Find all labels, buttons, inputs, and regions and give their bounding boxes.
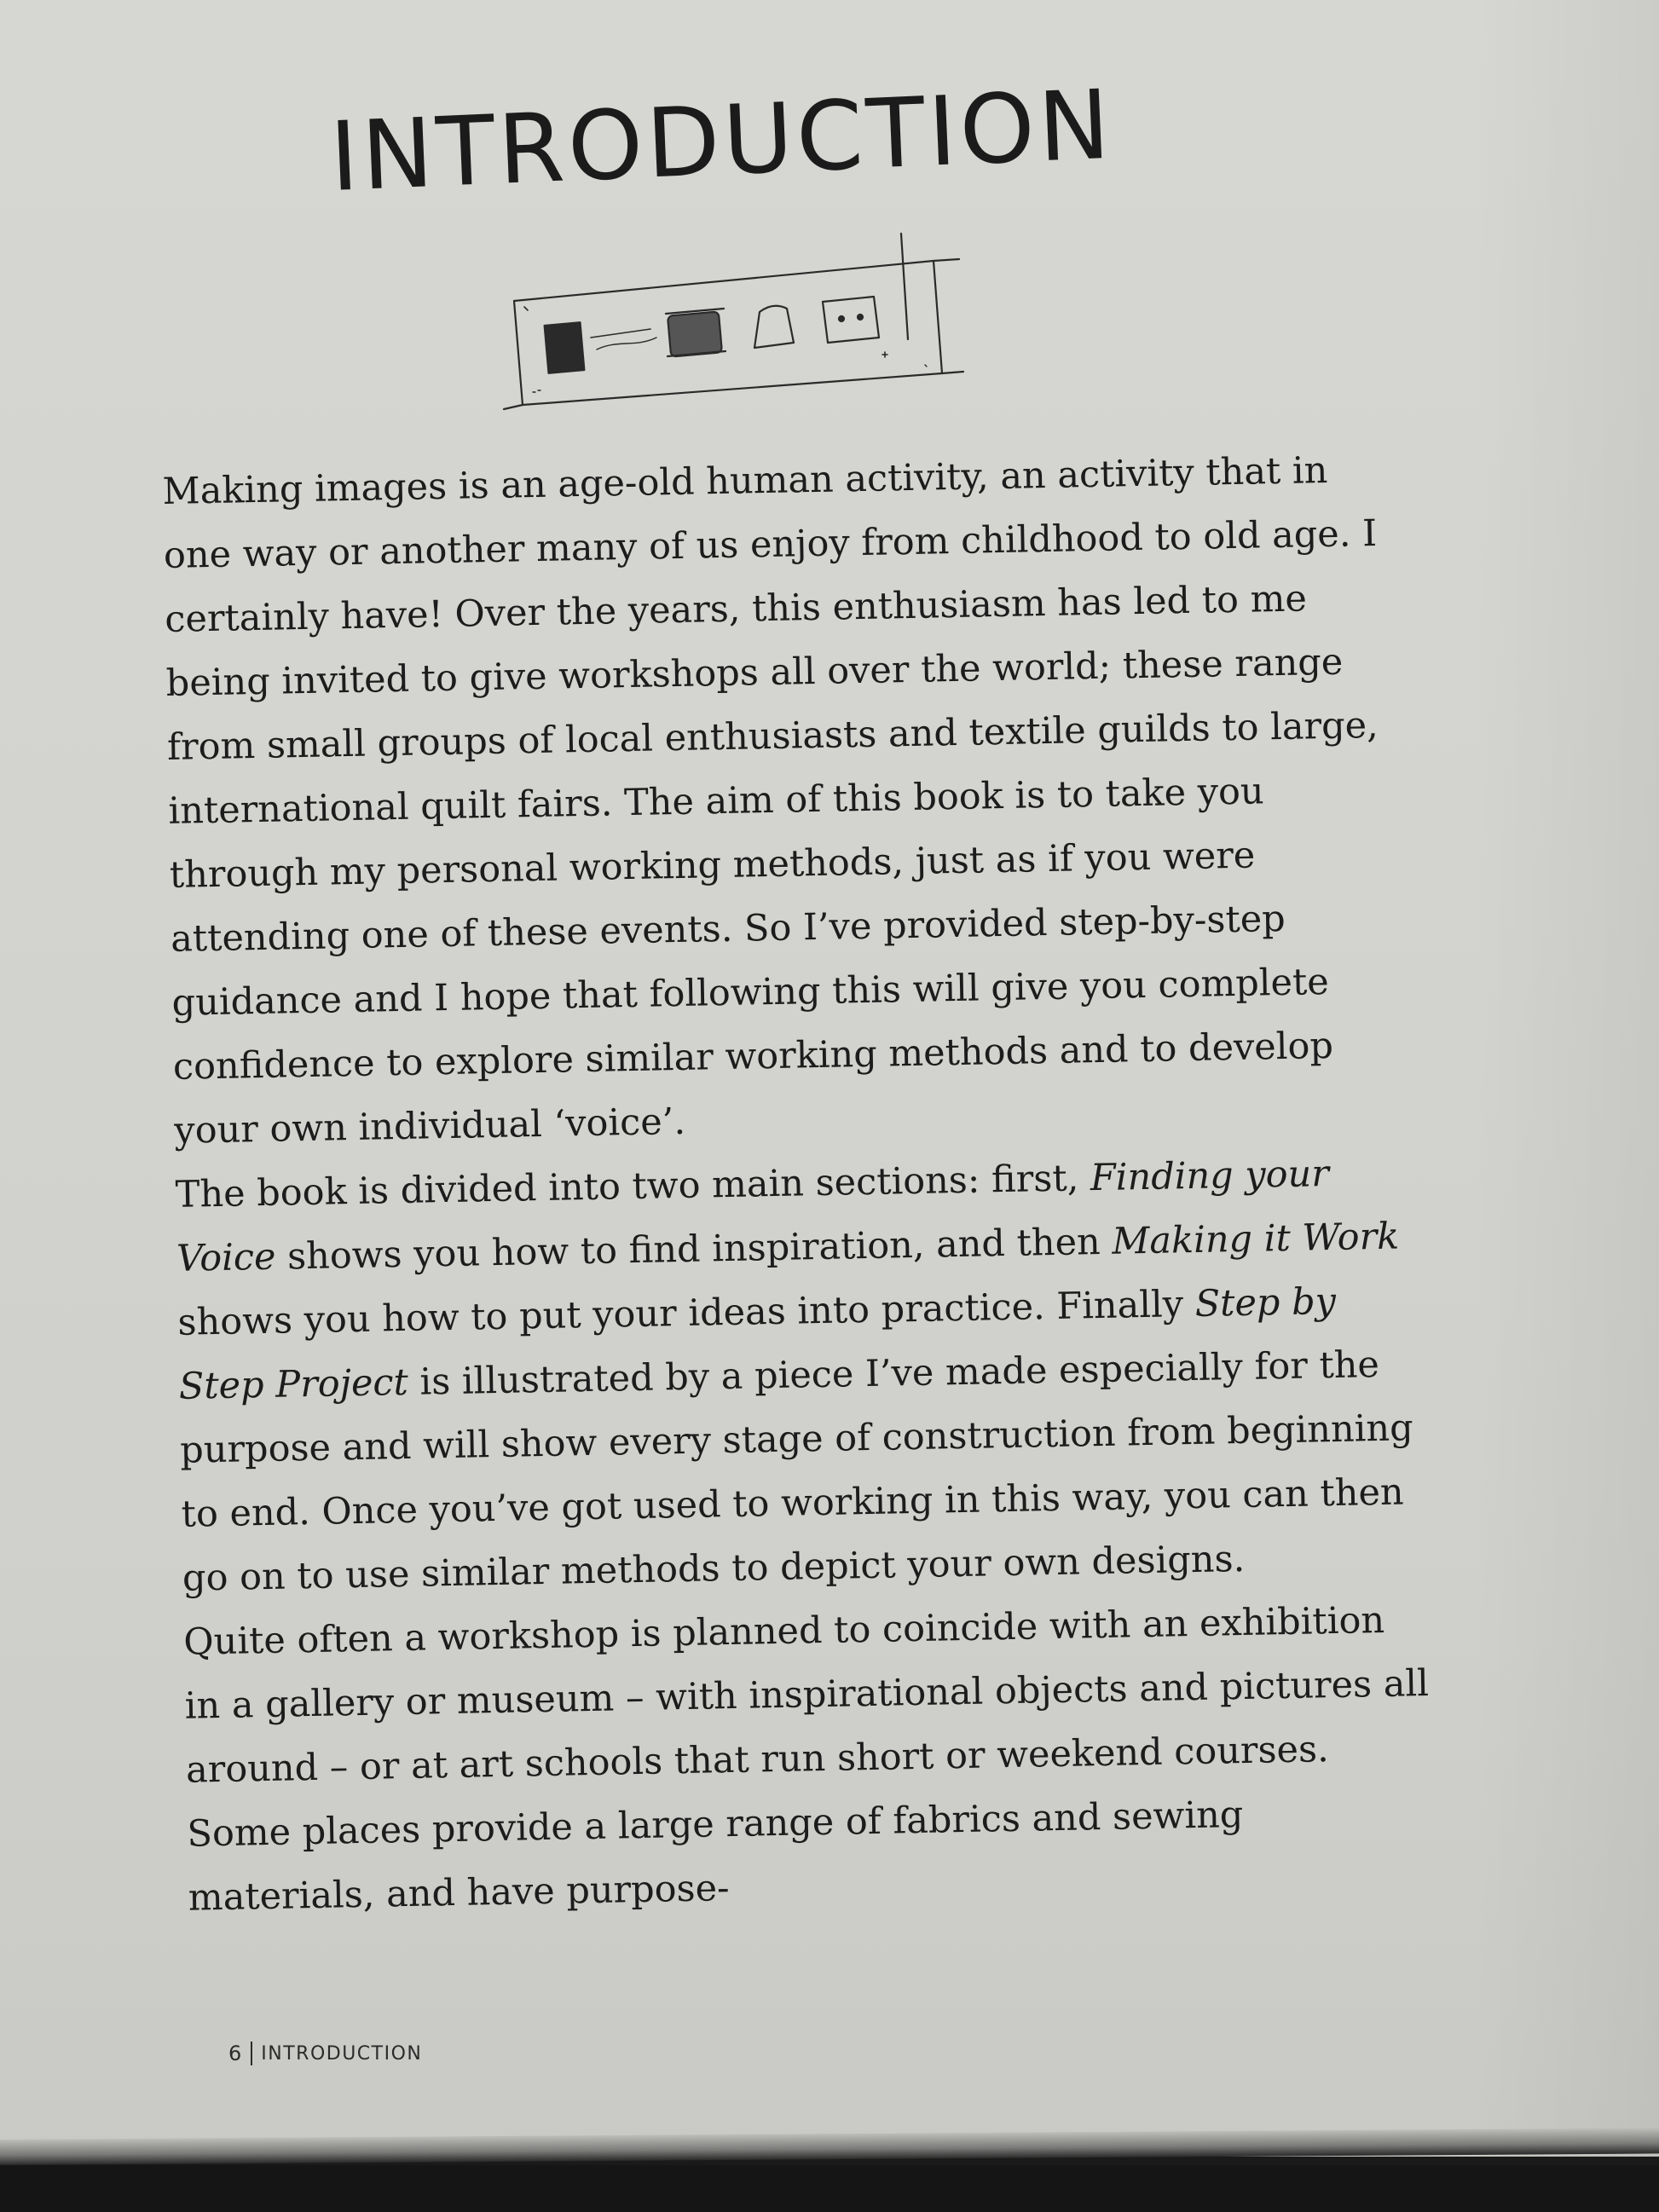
section-title-making-it-work: Making it Work xyxy=(1111,1215,1400,1263)
paragraph-3: Quite often a workshop is planned to coincide with an exhibition in a gallery or museum – with inspirational objects and pictures all around – or at art schools that run short or weekend courses. Some places provide a large range of fabrics and sewing materials, and have purpose- xyxy=(182,1598,1430,1920)
page-footer xyxy=(228,2042,422,2065)
footer-section-title: INTRODUCTION xyxy=(261,2042,423,2065)
paragraph-2-text: The book is divided into two main sections: first, xyxy=(175,1157,1091,1216)
footer-divider xyxy=(251,2042,252,2065)
book-background xyxy=(0,2165,1659,2212)
sewing-notions-sketch-icon xyxy=(499,228,985,420)
section-title-step-by-step-project: Step by Step Project xyxy=(178,1279,1337,1408)
paragraph-2-text: is illustrated by a piece I’ve made especially for the purpose and will show every stage of construction from beginning to end. Once you’ve got used to working in this way, you can then go on to use similar methods to depict your own designs. xyxy=(179,1343,1414,1600)
section-title-finding-your-voice: Finding your Voice xyxy=(176,1152,1330,1280)
page-number: 6 xyxy=(228,2042,243,2065)
paragraph-2 xyxy=(175,1141,1427,1611)
body-text xyxy=(162,437,1433,1930)
page-shadow xyxy=(1471,0,1659,2157)
paragraph-2-text: shows you how to find inspiration, and then xyxy=(275,1220,1113,1279)
page-title: INTRODUCTION xyxy=(327,69,1116,213)
paragraph-2-text: shows you how to put your ideas into practice. Finally xyxy=(177,1282,1196,1344)
paragraph-1: Making images is an age-old human activity, an activity that in one way or another many of us enjoy from childhood to old age. I certainly have! Over the years, this enthusiasm has led to me being invited to give workshops all over the world; these range from small groups of local enthusiasts and textile guilds to large, international quilt fairs. The aim of this book is to take you through my personal working methods, just as if you were attending one of these events. So I’ve provided step-by-step guidance and I hope that following this will give you complete confidence to explore similar working methods and to develop your own individual ‘voice’. xyxy=(162,448,1379,1152)
